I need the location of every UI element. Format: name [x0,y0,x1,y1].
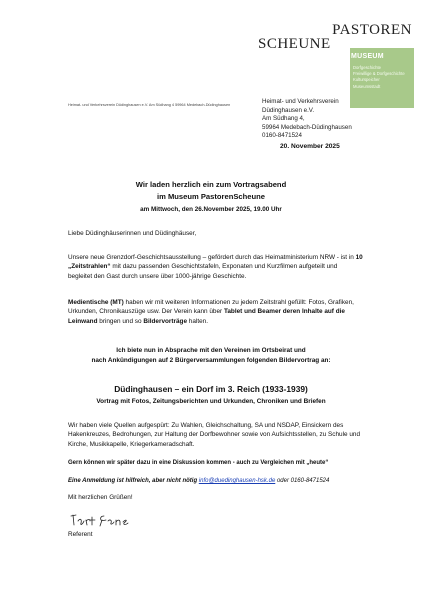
text-span: mit dazu passenden Geschichtstafeln, Exponaten und Kurzfilmen aufgeteilt und begleitet den Gast durch unsere über 1000-jährige Geschichte. [68,263,338,280]
email-link[interactable]: info@duedinghausen-hsk.de [198,478,276,484]
invite-date: am Mittwoch, den 26.November 2025, 19.00 Uhr [140,206,282,213]
text-bold: Bildervorträge [143,317,188,325]
address-line: 59964 Medebach-Düdinghausen [262,123,352,131]
letter-date: 20. November 2025 [280,143,340,150]
address-line: Düdinghausen e.V. [262,106,315,114]
text-span: bringen und so [97,317,144,325]
address-line: Heimat- und Verkehrsverein [262,98,339,105]
logo-line: Freiwillige & Dorfgeschichte [353,71,405,77]
text-span: haben wir mit weiteren Informationen zu jedem Zeitstrahl gefüllt: Fotos, Grafiken, Urkunden, Chronikauszüge usw. Der Verein kann über [68,299,354,316]
registration-note [68,477,378,486]
announce-line-1: Ich biete nun in Absprache mit den Vereinen im Ortsbeirat und [116,347,306,354]
text-bold: 10 „Zeitstrahlen“ [68,254,363,271]
logo-title-pastoren: PASTOREN [332,22,412,38]
logo-box-title: MUSEUM [351,53,384,60]
closing: Mit herzlichen Grüßen! [68,494,133,501]
handwritten-signature [68,510,138,530]
text-bold: Medientische (MT) [68,299,124,306]
announce-line-2: nach Ankündigungen auf 2 Bürgerversammlungen folgenden Bildervortrag an: [91,357,331,364]
paragraph-sources: Wir haben viele Quellen aufgespürt: Zu Wahlen, Gleichschaltung, SA und NSDAP, Einsickern des Hakenkreuzes, Bedrohungen, zur Haltung der Dorfbewohner sowie von Aufsichtsstellen, zu Schule und Kirche, Musikkapelle, Kriegerkameradschaft. [68,422,361,448]
logo-box-lines [353,65,405,90]
sender-line: Heimat- und Verkehrsverein Düdinghausen e.V. Am Südhang 4 59964 Medebach-Düdinghausen [68,103,231,107]
text-span: halten. [187,317,208,325]
logo-title-scheune: SCHEUNE [258,36,331,52]
museum-logo [258,22,418,110]
logo-line: Kulturspeicher [353,77,380,83]
text-bold: Tablet und Beamer deren Inhalte auf die Leinwand [68,308,345,325]
text-span: oder 0160-8471524 [275,478,330,484]
invite-heading-1: Wir laden herzlich ein zum Vortragsabend [135,180,287,189]
address-line: 0160-8471524 [262,132,302,140]
discussion-note: Gern können wir später dazu in eine Diskussion kommen - auch zu Vergleichen mit „heute“ [68,460,329,466]
logo-line: Museumsstadt [353,83,381,89]
signer-role: Referent [68,531,93,538]
talk-subtitle: Vortrag mit Fotos, Zeitungsberichten und Urkunden, Chroniken und Briefen [96,398,326,405]
address-line: Am Südhang 4, [262,115,305,123]
paragraph-media [68,298,368,326]
text-span: Unsere neue Grenzdorf-Geschichtsausstellung – gefördert durch das Heimatministerium NRW - ist in [68,254,356,261]
text-span: Eine Anmeldung ist hilfreich, aber nicht nötig [68,478,199,484]
paragraph-exhibition [68,253,363,281]
logo-line: Dorfgeschichte [353,65,381,70]
invite-heading-2: im Museum PastorenScheune [156,192,266,201]
address-block [262,98,352,141]
greeting: Liebe Düdinghäuserinnen und Düdinghäuser, [68,230,197,237]
talk-title: Düdinghausen – ein Dorf im 3. Reich (1933-1939) [114,384,308,394]
